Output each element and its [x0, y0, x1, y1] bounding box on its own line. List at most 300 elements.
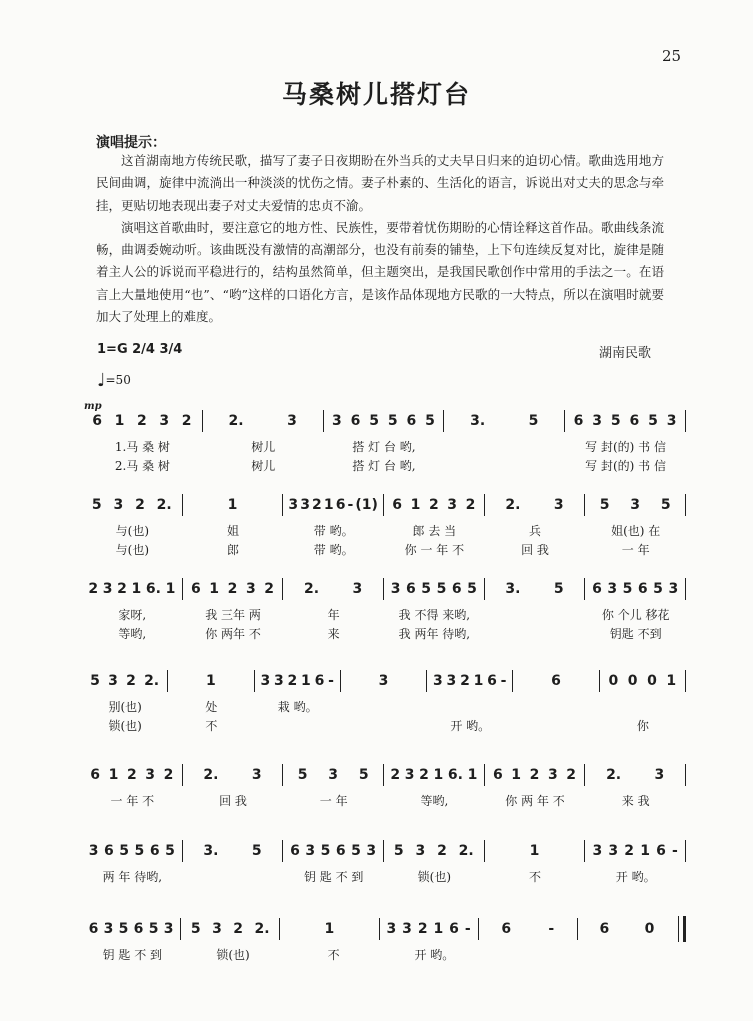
lyric-word: 锁(也)	[216, 948, 250, 962]
note: 3	[352, 581, 363, 597]
note: 3	[592, 413, 602, 429]
lyric-word: 不	[529, 870, 542, 884]
lyric-word: 一 年 不	[110, 794, 155, 808]
note: 2	[390, 767, 401, 783]
note: 3	[273, 673, 284, 689]
lyric-word	[585, 946, 686, 963]
lyric-word: 我 两年 待哟,	[398, 627, 471, 641]
note: 2	[117, 581, 127, 597]
note: 3	[378, 673, 389, 689]
note: -	[548, 921, 555, 937]
note: 3	[668, 581, 679, 597]
note: 6	[487, 673, 497, 689]
note: 3	[145, 767, 156, 783]
note: 2.	[144, 673, 160, 689]
lyric-word	[485, 946, 586, 963]
lyric-line	[82, 625, 686, 642]
note: 5	[421, 581, 432, 597]
note: 0	[627, 673, 638, 689]
note: 0	[608, 673, 619, 689]
tempo-marking	[97, 370, 131, 391]
lyric-word: 姐(也) 在	[611, 524, 661, 538]
note: 3	[415, 843, 426, 859]
notation-line	[82, 840, 686, 862]
note: 6	[335, 843, 346, 859]
note: 6.	[145, 581, 161, 597]
note: 2.	[203, 767, 219, 783]
lyric-word: 一 年	[319, 794, 348, 808]
hint-paragraph: 演唱这首歌曲时，要注意它的地方性、民族性，要带着忧伤期盼的心情诠释这首作品。歌曲线条流畅，曲调委婉动听。该曲既没有激情的高潮部分，也没有前奏的铺垫，上下句连续反复对比，旋律是随着主人公的诉说而平稳进行的，结构虽然简单，但主题突出，是我国民歌创作中常用的手法之一。在语言上大量地使用“也”、“哟”这样的口语化方言，是该作品体现地方民歌的一大特点，所以在演唱时就要加大了处理上的难度。	[96, 219, 664, 325]
note: 2	[460, 673, 470, 689]
note: 2	[227, 581, 238, 597]
note: 6	[350, 413, 361, 429]
note: 5	[648, 413, 658, 429]
lyric-word: 开 哟。	[615, 870, 656, 884]
note: 2.	[156, 497, 172, 513]
note: 6	[592, 581, 602, 597]
notation-line	[82, 764, 686, 786]
note: 2	[137, 413, 147, 429]
note: 2	[312, 497, 322, 513]
measure	[585, 843, 685, 859]
measure	[255, 673, 340, 689]
note: 5	[660, 497, 671, 513]
note: 6	[133, 921, 144, 937]
note: -	[347, 497, 354, 513]
lyric-word	[427, 698, 513, 715]
note: 3	[332, 413, 342, 429]
note: 5	[622, 581, 633, 597]
note: 5	[653, 581, 663, 597]
page-number: 25	[662, 47, 682, 65]
measure	[485, 767, 585, 783]
note: 1	[433, 921, 444, 937]
lyric-line	[82, 606, 686, 623]
lyric-word: 不	[327, 948, 340, 962]
score-system	[82, 840, 686, 910]
lyric-word: 等哟,	[118, 627, 147, 641]
note: 0	[647, 673, 657, 689]
lyric-word: 2.马 桑 树	[114, 459, 170, 473]
note: 5	[351, 843, 361, 859]
note: 2	[419, 767, 429, 783]
measure	[384, 843, 484, 859]
lyric-word: 两 年 待哟,	[102, 870, 163, 884]
measure	[384, 497, 484, 513]
lyric-word: 回 我	[521, 543, 549, 557]
lyric-word: 栽 哟。	[277, 700, 318, 714]
score-system	[82, 494, 686, 564]
lyric-word	[341, 698, 427, 715]
measure	[384, 767, 484, 783]
lyric-word: 开 哟。	[450, 719, 491, 733]
note: 6	[406, 413, 417, 429]
note: 6	[90, 767, 101, 783]
measure	[82, 921, 180, 937]
note: -	[500, 673, 507, 689]
note: 5	[425, 413, 435, 429]
note: 3	[386, 921, 397, 937]
lyric-word	[485, 625, 586, 642]
note: (1)	[355, 497, 378, 513]
lyric-word: 兵	[529, 524, 542, 538]
note: 3	[103, 921, 114, 937]
note: 1	[323, 497, 334, 513]
measure	[585, 497, 685, 513]
note: 6	[406, 581, 416, 597]
note: 2	[135, 497, 145, 513]
lyric-word	[183, 868, 284, 885]
barline	[685, 578, 686, 600]
hint-paragraph: 这首湖南地方传统民歌，描写了妻子日夜期盼在外当兵的丈夫早日归来的迫切心情。歌曲选用地方民间曲调，旋律中流淌出一种淡淡的忧伤之情。妻子朴素的、生活化的语言，诉说出对丈夫的思念与牵挂，更贴切地表现出妻子对丈夫爱情的忠贞不渝。	[96, 153, 664, 213]
note: 5	[251, 843, 262, 859]
notation-line	[82, 494, 686, 516]
note: 3	[251, 767, 262, 783]
lyric-line	[82, 457, 686, 474]
dynamic-marking: mp	[84, 401, 102, 412]
note: 6	[573, 413, 584, 429]
note: 3	[159, 413, 170, 429]
note: 0	[644, 921, 655, 937]
lyric-word: 钥匙 不到	[609, 627, 662, 641]
tempo-value: =50	[105, 373, 131, 387]
note: 1	[666, 673, 677, 689]
barline	[685, 670, 686, 692]
song-title: 马桑树儿搭灯台	[281, 80, 471, 109]
note: 5	[369, 413, 380, 429]
note: 3	[607, 581, 618, 597]
lyric-word: 你 两 年 不	[505, 794, 565, 808]
measure	[444, 413, 564, 429]
note: 5	[91, 497, 102, 513]
measure	[380, 921, 478, 937]
measure	[183, 581, 283, 597]
measure	[283, 581, 383, 597]
note: 3	[446, 673, 457, 689]
notation-line	[82, 410, 686, 432]
measure	[485, 843, 585, 859]
key-signature: 1=G 2/4 3/4	[97, 342, 183, 357]
note: 5	[358, 767, 369, 783]
lyric-word: 搭 灯 台 哟,	[352, 459, 416, 473]
lyric-word	[513, 698, 599, 715]
note: 5	[393, 843, 404, 859]
note: 2.	[304, 581, 320, 597]
barline	[685, 764, 686, 786]
note: 2	[233, 921, 244, 937]
note: 3	[547, 767, 558, 783]
note: 1	[324, 921, 335, 937]
note: 1	[209, 581, 220, 597]
measure	[384, 581, 484, 597]
lyric-word: 郎	[227, 543, 240, 557]
barline	[685, 494, 686, 516]
note: 5	[599, 497, 610, 513]
note: 2.	[606, 767, 622, 783]
note: 6	[314, 673, 325, 689]
note: 1	[433, 767, 444, 783]
lyric-word	[255, 717, 341, 734]
measure	[183, 767, 283, 783]
note: 3	[113, 497, 124, 513]
note: 2	[428, 497, 439, 513]
measure	[600, 673, 685, 689]
note: 2	[437, 843, 447, 859]
lyric-word: 搭 灯 台 哟,	[352, 440, 416, 454]
measure	[283, 497, 383, 513]
note: 6	[149, 843, 160, 859]
lyric-word	[444, 438, 565, 455]
lyric-line	[82, 717, 686, 734]
lyric-line	[82, 792, 686, 809]
note: 6	[492, 767, 503, 783]
note: 1	[131, 581, 142, 597]
lyric-line	[82, 698, 686, 715]
note: 3	[260, 673, 271, 689]
lyric-word: 家呀,	[118, 608, 147, 622]
lyric-word	[341, 717, 427, 734]
lyric-word	[513, 717, 599, 734]
measure	[585, 581, 685, 597]
note: 6	[656, 843, 666, 859]
measure	[183, 843, 283, 859]
note: 1	[108, 767, 119, 783]
note: 6	[451, 581, 462, 597]
measure	[324, 413, 444, 429]
note: 2	[264, 581, 275, 597]
note: 1	[301, 673, 311, 689]
lyric-word: 一 年	[621, 543, 650, 557]
note: 2	[287, 673, 298, 689]
lyric-word: 郎 去 当	[412, 524, 457, 538]
note: 5	[320, 843, 331, 859]
measure	[82, 413, 202, 429]
note: 5	[148, 921, 159, 937]
note: 6	[290, 843, 300, 859]
note: 2	[126, 767, 137, 783]
note: 6	[599, 921, 610, 937]
song-source: 湖南民歌	[599, 346, 652, 361]
lyric-line	[82, 868, 686, 885]
note: 3.	[470, 413, 486, 429]
notation-line	[82, 670, 686, 692]
lyric-word: 树儿	[251, 459, 276, 473]
measure	[82, 767, 182, 783]
lyric-word: 你 个儿 移花	[601, 608, 670, 622]
note: 2	[624, 843, 635, 859]
note: 3	[305, 843, 316, 859]
lyric-word: 与(也)	[115, 524, 150, 538]
note: 2	[529, 767, 540, 783]
note: 2.	[505, 497, 521, 513]
note: 3	[163, 921, 174, 937]
note: 5	[118, 921, 129, 937]
lyric-word: 年	[327, 608, 340, 622]
score-system	[82, 918, 686, 988]
lyric-line	[82, 541, 686, 558]
lyric-word: 钥 匙 不 到	[102, 948, 163, 962]
lyric-line	[82, 522, 686, 539]
lyric-word: 处	[205, 700, 218, 714]
note: 5	[90, 673, 100, 689]
lyric-word: 与(也)	[115, 543, 150, 557]
lyric-word: 1.马 桑 树	[114, 440, 170, 454]
lyric-word	[600, 698, 686, 715]
note: 3	[433, 673, 443, 689]
measure	[283, 767, 383, 783]
measure	[565, 413, 685, 429]
measure	[585, 767, 685, 783]
note: 1	[114, 413, 125, 429]
note: 3	[88, 843, 99, 859]
note: 1	[165, 581, 176, 597]
quarter-note-icon: ♩	[97, 370, 106, 391]
note: 3	[390, 581, 401, 597]
note: 3	[666, 413, 677, 429]
score-system	[82, 764, 686, 834]
barline	[685, 840, 686, 862]
note: 6.	[447, 767, 463, 783]
measure	[283, 843, 383, 859]
note: 3	[404, 767, 415, 783]
lyric-word: 写 封(的) 书 信	[585, 440, 666, 454]
note: 6	[449, 921, 459, 937]
note: 2.	[458, 843, 474, 859]
lyric-word: 带 哟。	[313, 543, 354, 557]
score-system	[82, 578, 686, 648]
measure	[280, 921, 378, 937]
note: 3	[245, 581, 256, 597]
lyric-word: 不	[205, 719, 218, 733]
note: 3	[366, 843, 377, 859]
note: 6	[551, 673, 561, 689]
note: 3	[630, 497, 641, 513]
note: 5	[190, 921, 201, 937]
note: 3	[102, 581, 113, 597]
note: -	[672, 843, 678, 859]
note: 3.	[203, 843, 219, 859]
note: 5	[528, 413, 539, 429]
measure	[82, 497, 182, 513]
lyric-line	[82, 946, 686, 963]
note: 5	[387, 413, 398, 429]
note: 1	[473, 673, 484, 689]
note: 5	[134, 843, 145, 859]
notation-line	[82, 918, 686, 940]
lyric-word: 别(也)	[108, 700, 142, 714]
note: 6	[92, 413, 103, 429]
lyric-word: 钥 匙 不 到	[303, 870, 364, 884]
lyric-line	[82, 438, 686, 455]
measure	[183, 497, 283, 513]
note: 3	[553, 497, 564, 513]
barline	[685, 410, 686, 432]
lyric-word: 等哟,	[420, 794, 449, 808]
note: 6	[190, 581, 201, 597]
lyric-word: 开 哟。	[414, 948, 455, 962]
note: 6	[392, 497, 403, 513]
note: 6	[104, 843, 114, 859]
measure	[181, 921, 279, 937]
note: 1	[640, 843, 650, 859]
note: 1	[206, 673, 216, 689]
measure	[168, 673, 253, 689]
note: 6	[637, 581, 648, 597]
note: 2.	[228, 413, 244, 429]
measure	[82, 581, 182, 597]
lyric-word: 我 不得 来哟,	[398, 608, 471, 622]
measure	[341, 673, 426, 689]
lyric-word: 树儿	[251, 440, 276, 454]
note: 6	[335, 497, 346, 513]
lyric-word: 写 封(的) 书 信	[585, 459, 666, 473]
note: 5	[165, 843, 175, 859]
measure	[513, 673, 598, 689]
note: 3	[300, 497, 310, 513]
note: 2	[126, 673, 136, 689]
measure	[485, 497, 585, 513]
note: 3	[402, 921, 412, 937]
note: 2	[181, 413, 192, 429]
lyric-word: 姐	[227, 524, 240, 538]
note: 6	[629, 413, 640, 429]
note: 1	[467, 767, 478, 783]
notation-line	[82, 578, 686, 600]
note: 1	[511, 767, 522, 783]
lyric-word: 来 我	[621, 794, 650, 808]
note: 3	[447, 497, 458, 513]
lyric-word: 回 我	[219, 794, 247, 808]
measure	[82, 843, 182, 859]
note: 5	[297, 767, 308, 783]
lyric-word: 锁(也)	[417, 870, 452, 884]
lyric-word	[444, 457, 565, 474]
measure	[427, 673, 512, 689]
note: 3	[288, 497, 299, 513]
note: -	[328, 673, 334, 689]
note: 3	[108, 673, 118, 689]
measure	[203, 413, 323, 429]
note: 6	[501, 921, 512, 937]
note: 5	[467, 581, 477, 597]
note: 2	[566, 767, 577, 783]
note: 3	[287, 413, 297, 429]
note: 3	[328, 767, 339, 783]
note: 5	[610, 413, 621, 429]
note: 2	[465, 497, 476, 513]
note: 3	[592, 843, 603, 859]
note: -	[464, 921, 471, 937]
note: 5	[436, 581, 447, 597]
note: 6	[88, 921, 99, 937]
measure	[82, 673, 167, 689]
note: 3.	[505, 581, 521, 597]
note: 2	[417, 921, 428, 937]
note: 5	[119, 843, 130, 859]
hint-heading: 演唱提示：	[96, 135, 166, 151]
note: 1	[410, 497, 421, 513]
note: 5	[553, 581, 564, 597]
note: 1	[227, 497, 238, 513]
lyric-word: 你	[636, 719, 649, 733]
lyric-word: 我 三年 两	[205, 608, 261, 622]
lyric-word: 你 一 年 不	[404, 543, 465, 557]
final-barline	[678, 916, 686, 942]
lyric-word: 来	[327, 627, 340, 641]
score-system	[82, 670, 686, 740]
hint-body	[96, 150, 664, 328]
measure	[485, 581, 585, 597]
